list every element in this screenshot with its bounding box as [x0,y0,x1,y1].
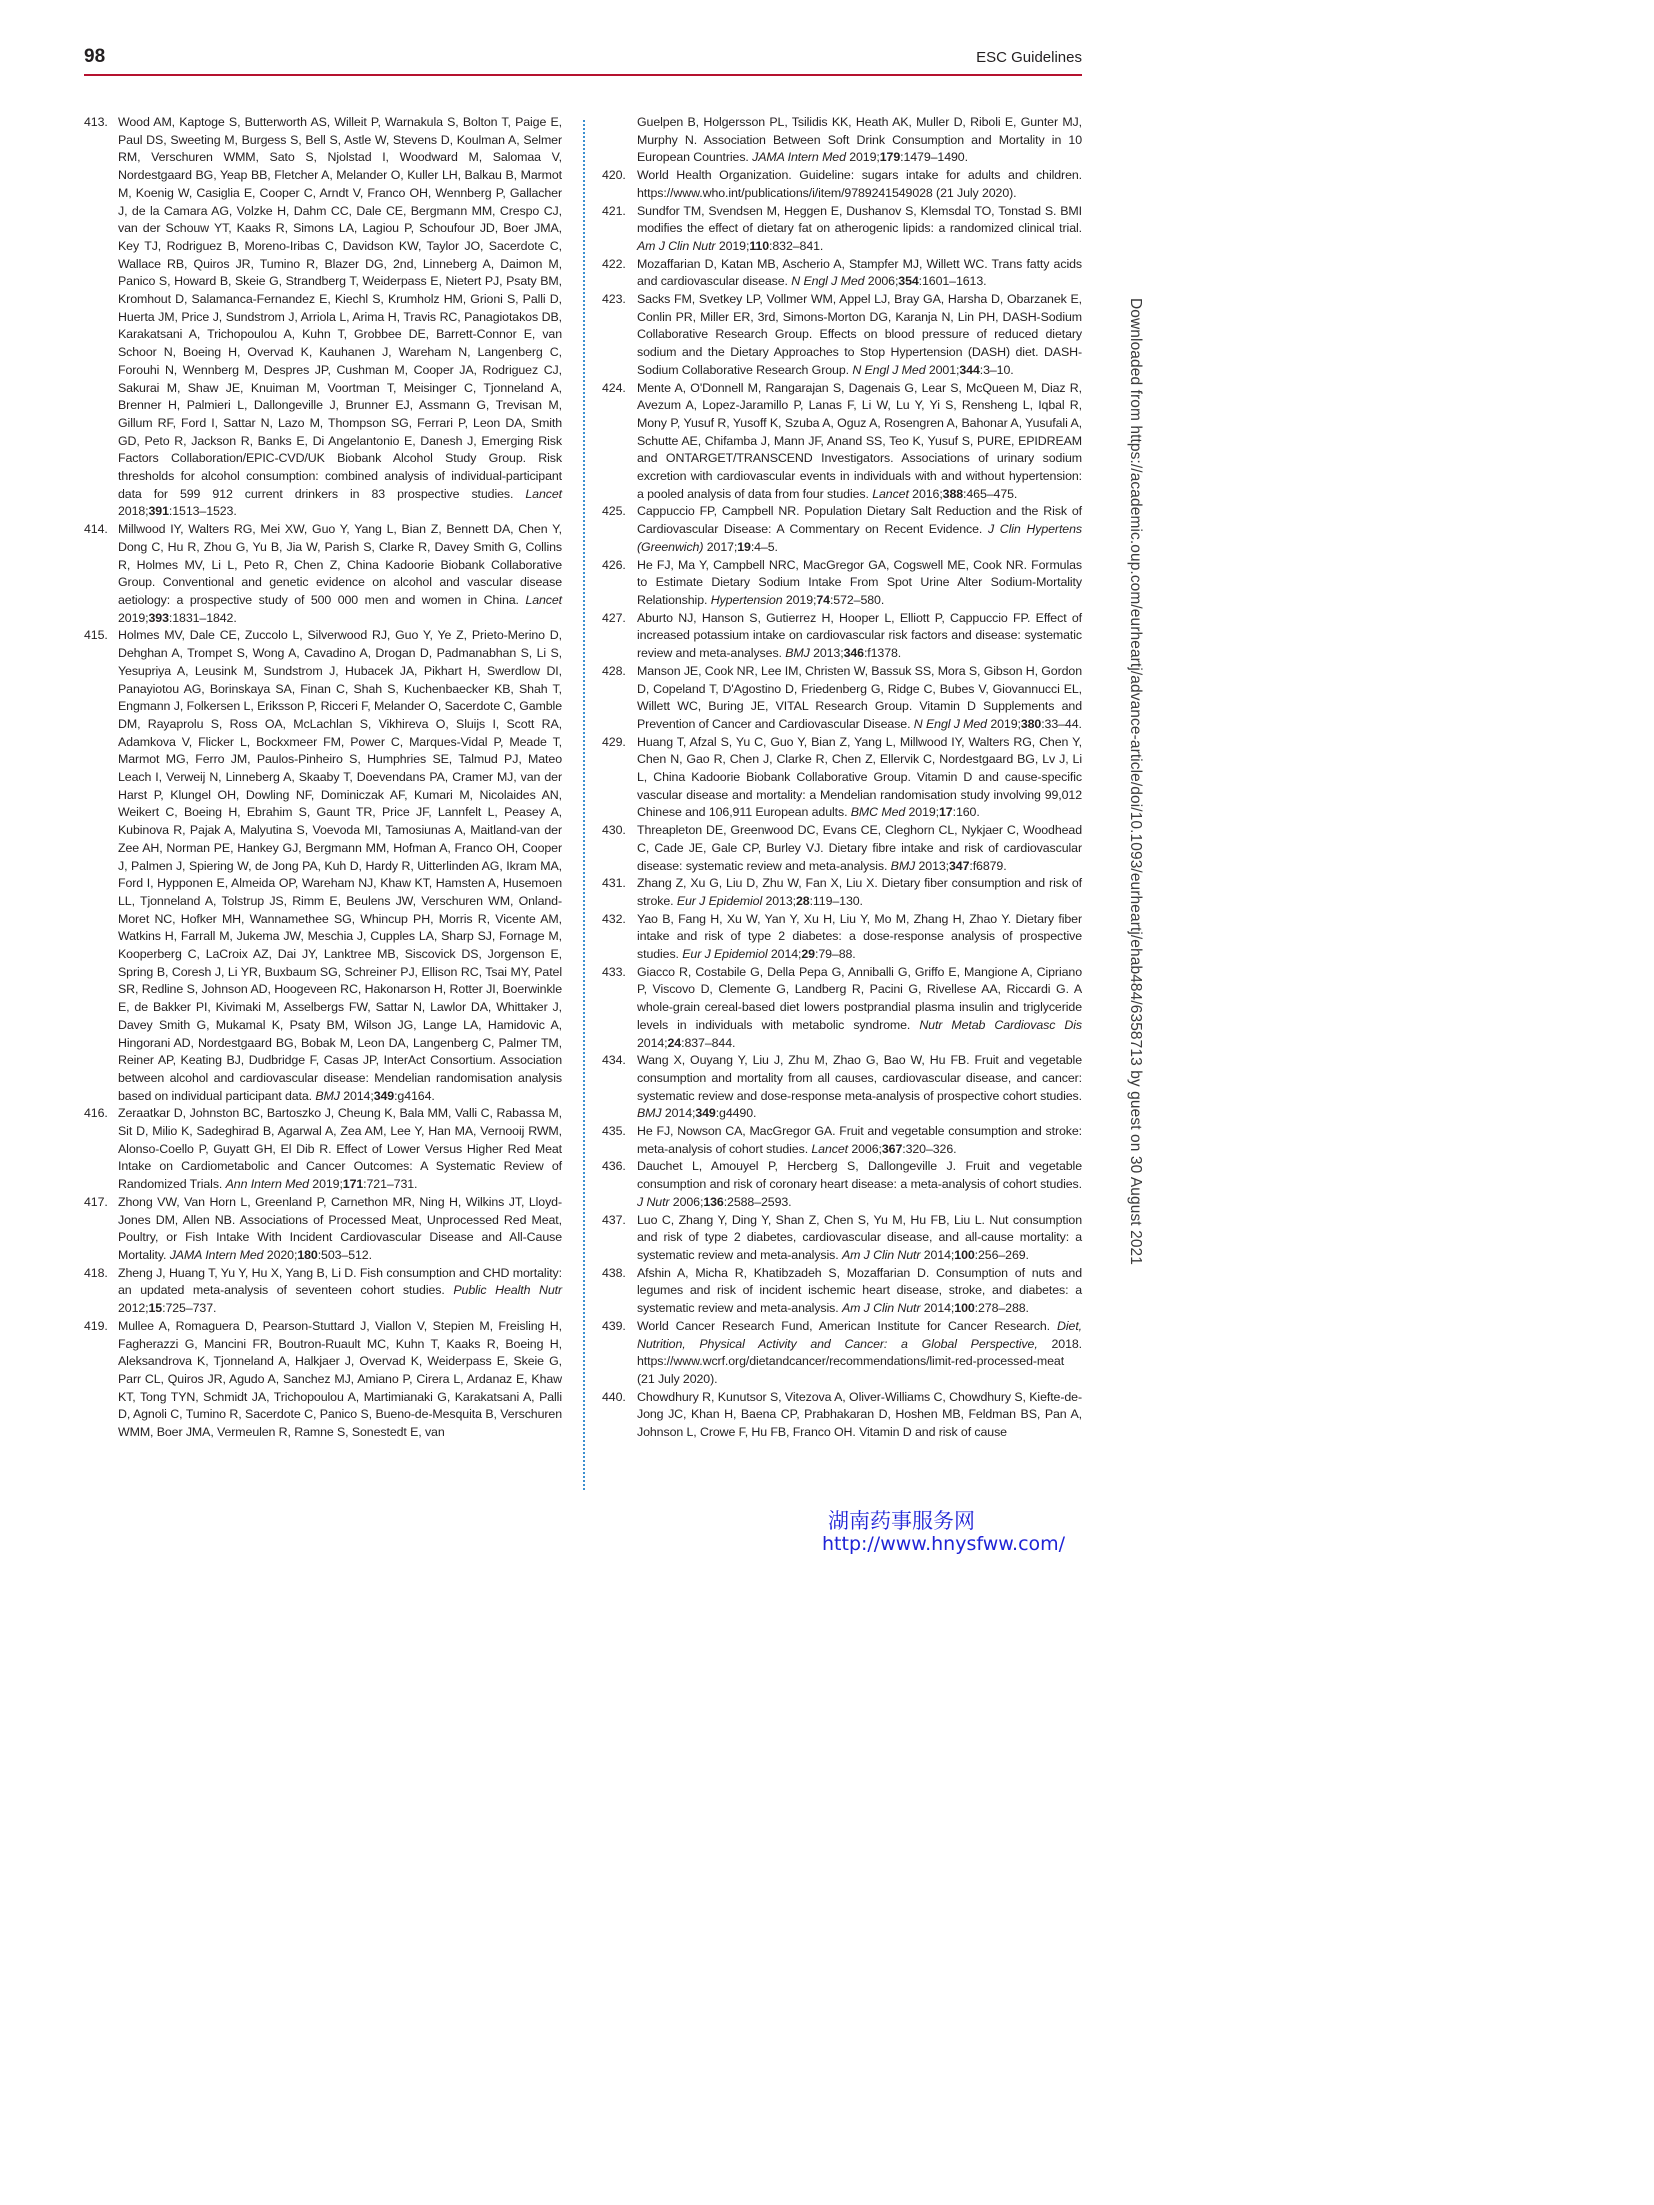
reference-number: 418. [84,1265,108,1280]
reference-text [637,167,1082,202]
reference-item [602,734,1082,823]
reference-year: 2014; [923,1248,955,1262]
reference-text [637,822,1082,875]
reference-item [602,610,1082,663]
reference-number: 421. [602,203,626,218]
reference-journal: JAMA Intern Med [169,1248,264,1262]
reference-volume: 347 [949,858,970,873]
reference-text [637,203,1082,256]
reference-item [84,1265,562,1318]
reference-pages: :1479–1490. [900,150,968,165]
reference-volume: 136 [703,1194,724,1209]
reference-text [118,1105,562,1194]
site-watermark-url[interactable]: http://www.hnysfww.com/ [822,1533,1066,1555]
reference-number: 420. [602,168,626,183]
reference-volume: 100 [954,1301,975,1316]
journal-title: ESC Guidelines [976,49,1082,66]
reference-year: 2001; [928,362,960,377]
reference-text [118,114,562,521]
reference-volume: 391 [148,504,169,519]
reference-authors-title: Dauchet L, Amouyel P, Hercberg S, Dallongeville J. Fruit and vegetable consumption and risk of coronary heart disease: a meta-analysis of cohort studies. [637,1159,1082,1192]
reference-authors-title: Chowdhury R, Kunutsor S, Vitezova A, Oliver-Williams C, Chowdhury S, Kiefte-de-Jong JC, Khan H, Baena CP, Prabhakaran D, Hoshen MB, Feldman BS, Pan A, Johnson L, Crowe F, Hu FB, Franco OH. Vitamin D and risk of cause [637,1389,1082,1440]
reference-text [118,521,562,627]
reference-item [602,167,1082,202]
reference-item [602,203,1082,256]
reference-year: 2019; [312,1177,343,1192]
reference-authors-title: Sacks FM, Svetkey LP, Vollmer WM, Appel LJ, Bray GA, Harsha D, Obarzanek E, Conlin PR, Miller ER, 3rd, Simons-Morton DG, Karanja N, Lin PH, DASH-Sodium Collaborative Research Group. Effects on blood pressure of reduced dietary sodium and the Dietary Approaches to Stop Hypertension (DASH) diet. DASH-Sodium Collaborative Research Group. [637,292,1082,377]
reference-text [637,875,1082,910]
reference-journal: Lancet [525,486,562,501]
reference-volume: 349 [373,1088,395,1103]
reference-year: 2014; [923,1301,955,1316]
reference-item [602,822,1082,875]
reference-item [602,114,1082,167]
reference-item [84,114,562,521]
reference-pages: :832–841. [769,238,824,253]
reference-pages: :33–44. [1041,716,1082,731]
reference-journal: Lancet [811,1141,848,1156]
reference-journal: BMC Med [850,805,906,820]
reference-journal: BMJ [637,1106,662,1121]
reference-volume: 17 [939,805,953,820]
reference-authors-title: Zheng J, Huang T, Yu Y, Hu X, Yang B, Li D. Fish consumption and CHD mortality: an updated meta-analysis of seventeen cohort studies. [118,1265,562,1298]
reference-text [118,627,562,1105]
reference-number: 435. [602,1124,626,1139]
reference-year: 2019; [718,238,750,253]
reference-authors-title: Zhong VW, Van Horn L, Greenland P, Carnethon MR, Ning H, Wilkins JT, Lloyd-Jones DM, Allen NB. Associations of Processed Meat, Unprocessed Red Meat, Poultry, or Fish Intake With Incident Cardiovascular Disease and All-Cause Mortality. [118,1194,562,1262]
reference-pages: :725–737. [162,1301,217,1316]
reference-year: 2014; [770,947,802,962]
reference-authors-title: Wang X, Ouyang Y, Liu J, Zhu M, Zhao G, Bao W, Hu FB. Fruit and vegetable consumption and mortality from all causes, cardiovascular disease, and cancer: systematic review and dose-response meta-analysis of prospective cohort studies. [637,1053,1082,1103]
reference-item [84,627,562,1105]
reference-journal: Am J Clin Nutr [841,1248,921,1262]
reference-pages: :721–731. [363,1177,418,1192]
reference-pages: :g4164. [394,1088,435,1103]
reference-authors-title: Mullee A, Romaguera D, Pearson-Stuttard J, Viallon V, Stepien M, Freisling H, Fagherazzi G, Mancini FR, Boutron-Ruault MC, Kuhn T, Kaaks R, Boeing H, Aleksandrova K, Tjonneland A, Halkjaer J, Overvad K, Weiderpass E, Skeie G, Parr CL, Quiros JR, Agudo A, Sanchez MJ, Amiano P, Cirera L, Ardanaz E, Khaw KT, Tong TYN, Schmidt JA, Trichopoulou A, Martimianaki G, Karakatsani A, Palli D, Agnoli C, Tumino R, Sacerdote C, Panico S, Bueno-de-Mesquita B, Verschuren WMM, Boer JMA, Vermeulen R, Ramne S, Sonestedt E, van [118,1318,562,1440]
reference-year: 2019; [785,592,817,607]
reference-year: 2018; [118,504,149,519]
reference-number: 426. [602,557,626,572]
reference-text [637,557,1082,610]
reference-pages: :3–10. [979,362,1014,377]
reference-volume: 344 [959,362,980,377]
reference-journal: Lancet [525,592,563,607]
reference-pages: :160. [952,805,980,820]
reference-number: 422. [602,256,626,271]
reference-journal: N Engl J Med [913,716,987,731]
reference-journal: N Engl J Med [852,362,926,377]
reference-authors-title: Aburto NJ, Hanson S, Gutierrez H, Hooper L, Elliott P, Cappuccio FP. Effect of increased potassium intake on cardiovascular risk factors and disease: systematic review and meta-analyses. [637,610,1082,661]
reference-volume: 393 [148,610,169,625]
reference-item [602,875,1082,910]
reference-item [602,663,1082,734]
reference-item [602,1318,1082,1389]
reference-year: 2019; [118,610,149,625]
reference-authors-title: Cappuccio FP, Campbell NR. Population Dietary Salt Reduction and the Risk of Cardiovascular Disease: A Commentary on Recent Evidence. [637,504,1082,537]
reference-volume: 179 [879,150,901,165]
reference-authors-title: World Cancer Research Fund, American Institute for Cancer Research. [637,1318,1050,1333]
reference-number: 423. [602,292,626,307]
reference-journal: J Nutr [637,1194,670,1209]
reference-number: 431. [602,876,626,891]
reference-journal: BMJ [785,646,810,661]
reference-year: 2017; [706,539,738,554]
reference-journal: Eur J Epidemiol [682,947,768,962]
reference-text [637,1318,1082,1389]
reference-item [602,1158,1082,1211]
reference-authors-title: Threapleton DE, Greenwood DC, Evans CE, Cleghorn CL, Nykjaer C, Woodhead C, Cade JE, Gale CP, Burley VJ. Dietary fibre intake and risk of cardiovascular disease: systematic review and meta-analysis. [637,823,1082,873]
reference-journal: BMJ [315,1088,340,1103]
reference-number: 415. [84,628,108,643]
reference-volume: 100 [954,1248,975,1262]
reference-authors-title: Huang T, Afzal S, Yu C, Guo Y, Bian Z, Yang L, Millwood IY, Walters RG, Chen Y, Chen N, Gao R, Chen J, Clarke R, Chen Z, Ellervik C, Nordestgaard BG, Lv J, Li L, China Kadoorie Biobank Collaborative Group. Vitamin D and cause-specific vascular disease and mortality: a Mendelian randomisation study involving 99,012 Chinese and 106,911 European adults. [637,734,1082,820]
reference-volume: 180 [297,1248,318,1262]
reference-item [602,503,1082,556]
reference-authors-title: Luo C, Zhang Y, Ding Y, Shan Z, Chen S, Yu M, Hu FB, Liu L. Nut consumption and risk of type 2 diabetes, cardiovascular disease, and all-cause mortality: a systematic review and meta-analysis. [637,1212,1082,1262]
reference-volume: 354 [898,274,919,289]
header-rule [84,74,1082,76]
reference-journal: J Clin Hypertens (Greenwich) [637,522,1082,554]
reference-year: 2019; [849,150,880,165]
reference-pages: :1601–1613. [918,274,987,289]
reference-pages: :256–269. [974,1248,1029,1262]
reference-text [637,256,1082,291]
reference-number: 437. [602,1212,626,1227]
reference-pages: :278–288. [974,1301,1029,1316]
reference-volume: 74 [816,592,830,607]
reference-year: 2013; [765,893,796,908]
reference-pages: :1513–1523. [168,504,237,519]
reference-text [637,663,1082,734]
reference-item [602,1389,1082,1442]
reference-item [84,1105,562,1194]
reference-authors-title: Millwood IY, Walters RG, Mei XW, Guo Y, Yang L, Bian Z, Bennett DA, Chen Y, Dong C, Hu R, Zhou G, Yu B, Jia W, Parish S, Clarke R, Davey Smith G, Collins R, Holmes MV, Li L, Peto R, Chen Z, China Kadoorie Biobank Collaborative Group. Conventional and genetic evidence on alcohol and vascular disease aetiology: a prospective study of 500 000 men and women in China. [118,522,562,607]
reference-number: 430. [602,823,626,838]
reference-number: 433. [602,964,626,979]
reference-number: 440. [602,1389,626,1404]
reference-authors-title: He FJ, Ma Y, Campbell NRC, MacGregor GA, Cogswell ME, Cook NR. Formulas to Estimate Dietary Sodium Intake From Spot Urine Alter Sodium-Mortality Relationship. [637,557,1082,607]
reference-text [637,1052,1082,1123]
reference-authors-title: Holmes MV, Dale CE, Zuccolo L, Silverwood RJ, Guo Y, Ye Z, Prieto-Merino D, Dehghan A, Trompet S, Wong A, Cavadino A, Drogan D, Padmanabhan S, Li S, Yesupriya A, Leusink M, Sundstrom J, Hubacek JA, Pikhart H, Swerdlow DI, Panayiotou AG, Borinskaya SA, Finan C, Shah S, Kuchenbaecker KB, Shah T, Engmann J, Folkersen L, Eriksson P, Ricceri F, Melander O, Sacerdote C, Gamble DM, Rayaprolu S, Ross OA, McLachlan S, Vikhireva O, Sluijs I, Scott RA, Adamkova V, Flicker L, Bockxmeer FM, Power C, Marques-Vidal P, Meade T, Marmot MG, Ferro JM, Paulos-Pinheiro S, Humphries SE, Talmud PJ, Mateo Leach I, Verweij N, Linneberg A, Skaaby T, Doevendans PA, Cramer MJ, van der Harst P, Klungel OH, Dowling NF, Dominiczak AF, Kumari M, Nicolaides AN, Weikert C, Boeing H, Ebrahim S, Gaunt TR, Price JF, Lannfelt L, Peasey A, Kubinova R, Pajak A, Malyutina S, Voevoda MI, Tamosiunas A, Maitland-van der Zee AH, Norman PE, Hankey GJ, Bergmann MM, Hofman A, Franco OH, Cooper J, Palmen J, Spiering W, de Jong PA, Kuh D, Hardy R, Uitterlinden AG, Ikram MA, Ford I, Hypponen E, Almeida OP, Wareham NJ, Khaw KT, Hamsten A, Husemoen LL, Tjonneland A, Tolstrup JS, Rimm E, Beulens JW, Verschuren WM, Onland-Moret NC, Hofker MH, Wannamethee SG, Whincup PH, Morris R, Vicente AM, Watkins H, Farrall M, Jukema JW, Meschia J, Cupples LA, Sharp SJ, Fornage M, Kooperberg C, LaCroix AZ, Dai JY, Lanktree MB, Siscovick DS, Jorgenson E, Spring B, Coresh J, Li YR, Buxbaum SG, Schreiner PJ, Ellison RC, Tsai MY, Patel SR, Redline S, Johnson AD, Hoogeveen RC, Hakonarson H, Rotter JI, Boerwinkle E, de Bakker PI, Kivimaki M, Asselbergs FW, Sattar N, Lawlor DA, Whittaker J, Davey Smith G, Mukamal K, Psaty BM, Wilson JG, Lange LA, Hamidovic A, Hingorani AD, Nordestgaard BG, Bobak M, Leon DA, Langenberg C, Palmer TM, Reiner AP, Keating BJ, Dudbridge F, Casas JP, InterAct Consortium. Association between alcohol and cardiovascular disease: Mendelian randomisation analysis based on individual participant data. [118,628,562,1103]
reference-authors-title: Yao B, Fang H, Xu W, Yan Y, Xu H, Liu Y, Mo M, Zhang H, Zhao Y. Dietary fiber intake and risk of type 2 diabetes: a dose-response analysis of prospective studies. [637,911,1082,962]
reference-number: 419. [84,1318,108,1333]
reference-item [602,1052,1082,1123]
reference-pages: :572–580. [829,592,885,607]
reference-item [602,1123,1082,1158]
reference-year: 2014; [664,1106,696,1121]
reference-item [602,1265,1082,1318]
reference-number: 414. [84,522,108,537]
reference-text [637,1389,1082,1442]
reference-pages: :1831–1842. [168,610,237,625]
reference-pages: :320–326. [902,1141,957,1156]
reference-authors-title: Mente A, O'Donnell M, Rangarajan S, Dagenais G, Lear S, McQueen M, Diaz R, Avezum A, Lopez-Jaramillo P, Lanas F, Li W, Lu Y, Yi S, Rensheng L, Iqbal R, Mony P, Yusuf R, Yusoff K, Szuba A, Oguz A, Rosengren A, Bahonar A, Yusufali A, Schutte AE, Chifamba J, Mann JF, Anand SS, Teo K, Yusuf S, PURE, EPIDREAM and ONTARGET/TRANSCEND Investigators. Associations of urinary sodium excretion with cardiovascular events in individuals with and without hypertension: a pooled analysis of data from four studies. [637,380,1082,501]
reference-item [602,256,1082,291]
reference-year: 2012; [118,1301,149,1316]
reference-authors-title: Afshin A, Micha R, Khatibzadeh S, Mozaffarian D. Consumption of nuts and legumes and risk of incident ischemic heart disease, stroke, and diabetes: a systematic review and meta-analysis. [637,1265,1082,1316]
reference-journal: Lancet [872,486,909,501]
reference-pages: :2588–2593. [723,1194,792,1209]
reference-year: 2019; [908,805,940,820]
reference-volume: 367 [881,1141,903,1156]
reference-volume: 346 [843,646,864,661]
reference-number: 427. [602,610,626,625]
document-page [0,0,1160,1560]
reference-item [84,521,562,627]
reference-text [637,734,1082,823]
reference-year: 2014; [637,1035,668,1050]
reference-text [118,1318,562,1442]
reference-number: 439. [602,1318,626,1333]
reference-text [637,610,1082,663]
reference-journal: Am J Clin Nutr [841,1301,921,1316]
reference-authors-title: Guelpen B, Holgersson PL, Tsilidis KK, Heath AK, Muller D, Riboli E, Gunter MJ, Murphy N. Association Between Soft Drink Consumption and Mortality in 10 European Countries. [637,115,1082,165]
reference-authors-title: Mozaffarian D, Katan MB, Ascherio A, Stampfer MJ, Willett WC. Trans fatty acids and cardiovascular disease. [637,256,1082,289]
reference-journal: Eur J Epidemiol [676,893,763,908]
reference-authors-title: Giacco R, Costabile G, Della Pepa G, Anniballi G, Griffo E, Mangione A, Cipriano P, Viscovo D, Clemente G, Landberg R, Pacini G, Rivellese AA, Riccardi G. A whole-grain cereal-based diet lowers postprandial plasma insulin and triglyceride levels in individuals with metabolic syndrome. [637,964,1082,1032]
reference-year: 2020; [266,1248,298,1262]
reference-text [118,1194,562,1265]
reference-number: 434. [602,1053,626,1068]
reference-year: 2019; [990,716,1021,731]
reference-number: 417. [84,1194,108,1209]
reference-year: 2013; [813,646,844,661]
reference-journal: Am J Clin Nutr [637,238,716,253]
reference-authors-title: Sundfor TM, Svendsen M, Heggen E, Dushanov S, Klemsdal TO, Tonstad S. BMI modifies the effect of dietary fat on atherogenic lipids: a randomized clinical trial. [637,203,1082,236]
reference-year: 2014; [343,1088,374,1103]
reference-pages: :79–88. [814,947,856,962]
reference-journal: Diet, Nutrition, Physical Activity and Cancer: a Global Perspective, [637,1318,1083,1351]
reference-item [602,964,1082,1053]
reference-text [637,114,1082,167]
site-watermark-chinese: 湖南药事服务网 [828,1509,975,1533]
reference-text [637,964,1082,1053]
reference-text [637,1212,1082,1265]
reference-pages: :119–130. [809,893,863,908]
reference-authors-title: Zeraatkar D, Johnston BC, Bartoszko J, Cheung K, Bala MM, Valli C, Rabassa M, Sit D, Milio K, Sadeghirad B, Agarwal A, Zea AM, Lee Y, Han MA, Vernooij RWM, Alonso-Coello P, Guyatt GH, El Dib R. Effect of Lower Versus Higher Red Meat Intake on Cardiometabolic and Cancer Outcomes: A Systematic Review of Randomized Trials. [118,1106,562,1192]
reference-volume: 388 [942,486,964,501]
reference-volume: 28 [795,893,810,908]
reference-item [84,1194,562,1265]
reference-number: 438. [602,1265,626,1280]
reference-item [84,1318,562,1442]
reference-year: 2013; [918,858,949,873]
reference-authors-title: Manson JE, Cook NR, Lee IM, Christen W, Bassuk SS, Mora S, Gibson H, Gordon D, Copeland T, D'Agostino D, Friedenberg G, Ridge C, Bubes V, Giovannucci EL, Willett WC, Buring JE, VITAL Research Group. Vitamin D Supplements and Prevention of Cancer and Cardiovascular Disease. [637,663,1082,731]
reference-authors-title: Zhang Z, Xu G, Liu D, Zhu W, Fan X, Liu X. Dietary fiber consumption and risk of stroke. [637,876,1082,908]
reference-year: 2006; [851,1141,882,1156]
reference-journal: N Engl J Med [791,274,865,289]
reference-authors-title: Wood AM, Kaptoge S, Butterworth AS, Willeit P, Warnakula S, Bolton T, Paige E, Paul DS, Sweeting M, Burgess S, Bell S, Astle W, Stevens D, Koulman A, Selmer RM, Verschuren WMM, Sato S, Njolstad I, Woodward M, Salomaa V, Nordestgaard BG, Yeap BB, Fletcher A, Melander O, Kuller LH, Balkau B, Marmot M, Koenig W, Casiglia E, Cooper C, Arndt V, Franco OH, Wennberg P, Gallacher J, de la Camara AG, Volzke H, Dahm CC, Dale CE, Bergmann MM, Crespo CJ, van der Schouw YT, Kaaks R, Simons LA, Lagiou P, Schoufour JD, Boer JMA, Key TJ, Rodriguez B, Moreno-Iribas C, Davidson KW, Taylor JO, Sacerdote C, Wallace RB, Quiros JR, Tumino R, Blazer DG, 2nd, Linneberg A, Daimon M, Panico S, Howard B, Skeie G, Strandberg T, Weiderpass E, Nietert PJ, Psaty BM, Kromhout D, Salamanca-Fernandez E, Kiechl S, Krumholz HM, Grioni S, Palli D, Huerta JM, Price J, Sundstrom J, Arriola L, Arima H, Travis RC, Panagiotakos DB, Karakatsani A, Trichopoulou A, Kuhn T, Grobbee DE, Barrett-Connor E, van Schoor N, Boeing H, Overvad K, Kauhanen J, Wareham N, Langenberg C, Forouhi N, Wennberg M, Despres JP, Cushman M, Cooper JA, Rodriguez CJ, Sakurai M, Shaw JE, Knuiman M, Voortman T, Meisinger C, Tjonneland A, Brenner H, Palmieri L, Dallongeville J, Brunner EJ, Assmann G, Trevisan M, Gillum RF, Ford I, Sattar N, Lazo M, Thompson SG, Ferrari P, Leon DA, Smith GD, Peto R, Jackson R, Banks E, Di Angelantonio E, Danesh J, Emerging Risk Factors Collaboration/EPIC-CVD/UK Biobank Alcohol Study Group. Risk thresholds for alcohol consumption: combined analysis of individual-participant data for 599 912 current drinkers in 83 prospective studies. [118,115,562,501]
reference-number: 432. [602,911,626,926]
reference-number: 416. [84,1106,108,1121]
reference-item [602,557,1082,610]
reference-year: 2006; [867,274,899,289]
reference-pages: :503–512. [317,1248,372,1262]
reference-journal: Ann Intern Med [225,1177,309,1192]
reference-volume: 29 [801,947,815,962]
reference-number: 429. [602,734,626,749]
reference-text [637,1158,1082,1211]
reference-item [602,911,1082,964]
reference-item [602,380,1082,504]
reference-year: 2016; [912,486,943,501]
reference-journal: BMJ [890,858,916,873]
reference-number: 428. [602,663,626,678]
reference-volume: 110 [749,238,770,253]
reference-volume: 380 [1020,716,1042,731]
reference-journal: Nutr Metab Cardiovasc Dis [919,1017,1083,1032]
page-number: 98 [84,46,106,67]
reference-volume: 349 [695,1106,716,1121]
reference-pages: :837–844. [681,1035,736,1050]
reference-pages: :g4490. [715,1106,757,1121]
download-watermark: Downloaded from https://academic.oup.com/eurheartj/advance-article/doi/10.1093/eurheartj/ehab484/6358713 by guest on 30 August 2021 [1127,298,1144,1265]
reference-journal: Hypertension [710,592,783,607]
reference-pages: 2018. https://www.wcrf.org/dietandcancer/recommendations/limit-red-processed-meat (21 July 2020). [637,1336,1082,1386]
reference-number: 424. [602,380,626,395]
reference-text [118,1265,562,1318]
reference-volume: 19 [737,539,751,554]
reference-volume: 171 [342,1177,364,1192]
reference-journal: JAMA Intern Med [752,150,846,165]
reference-text [637,1265,1082,1318]
reference-year: 2006; [672,1194,704,1209]
reference-pages: :f6879. [969,858,1007,873]
reference-text [637,291,1082,380]
reference-volume: 15 [148,1301,163,1316]
reference-authors-title: World Health Organization. Guideline: sugars intake for adults and children. https://www.who.int/publications/i/item/9789241549028 (21 July 2020). [637,168,1082,200]
reference-pages: :f1378. [863,646,902,661]
reference-item [602,291,1082,380]
reference-text [637,1123,1082,1158]
reference-number: 413. [84,115,108,129]
reference-authors-title: He FJ, Nowson CA, MacGregor GA. Fruit and vegetable consumption and stroke: meta-analysis of cohort studies. [637,1124,1082,1156]
reference-journal: Public Health Nutr [453,1283,563,1298]
reference-number: 425. [602,504,626,519]
references-left-column [84,114,562,1442]
reference-pages: :4–5. [750,539,778,554]
reference-number: 436. [602,1159,626,1174]
reference-text [637,503,1082,556]
reference-text [637,380,1082,504]
reference-pages: :465–475. [963,486,1018,501]
reference-text [637,911,1082,964]
reference-volume: 24 [667,1035,682,1050]
references-right-column [602,114,1082,1442]
column-divider [583,120,585,1490]
reference-item [602,1212,1082,1265]
